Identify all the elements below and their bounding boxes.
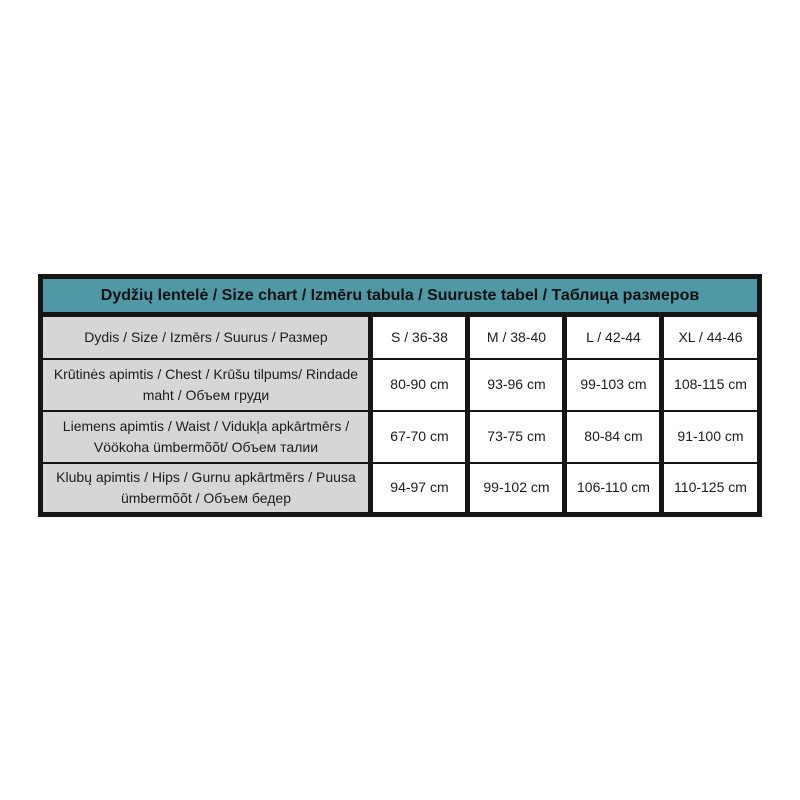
waist-row-label: Liemens apimtis / Waist / Vidukļa apkārtmērs / Vöökoha ümbermõõt/ Объем талии [41,411,371,463]
chest-value-m: 93-96 cm [468,359,565,411]
size-col-m: M / 38-40 [468,315,565,359]
chest-value-s: 80-90 cm [371,359,468,411]
size-header-row [41,315,759,359]
page-background [0,274,800,800]
hips-value-l: 106-110 cm [565,463,662,515]
waist-value-m: 73-75 cm [468,411,565,463]
waist-value-s: 67-70 cm [371,411,468,463]
chest-row-label: Krūtinės apimtis / Chest / Krūšu tilpums/ Rindade maht / Объем груди [41,359,371,411]
size-chart-table [38,274,761,517]
size-col-s: S / 36-38 [371,315,468,359]
hips-value-s: 94-97 cm [371,463,468,515]
size-row-label: Dydis / Size / Izmērs / Suurus / Размер [41,315,371,359]
table-row-chest [41,359,759,411]
waist-value-l: 80-84 cm [565,411,662,463]
waist-value-xl: 91-100 cm [662,411,759,463]
hips-value-xl: 110-125 cm [662,463,759,515]
size-col-xl: XL / 44-46 [662,315,759,359]
table-row-hips [41,463,759,515]
table-row-waist [41,411,759,463]
hips-value-m: 99-102 cm [468,463,565,515]
size-col-l: L / 42-44 [565,315,662,359]
hips-row-label: Klubų apimtis / Hips / Gurnu apkārtmērs / Puusa ümbermõõt / Объем бедер [41,463,371,515]
chest-value-l: 99-103 cm [565,359,662,411]
chest-value-xl: 108-115 cm [662,359,759,411]
table-title: Dydžių lentelė / Size chart / Izmēru tabula / Suuruste tabel / Таблица размеров [41,277,759,315]
table-title-row [41,277,759,315]
